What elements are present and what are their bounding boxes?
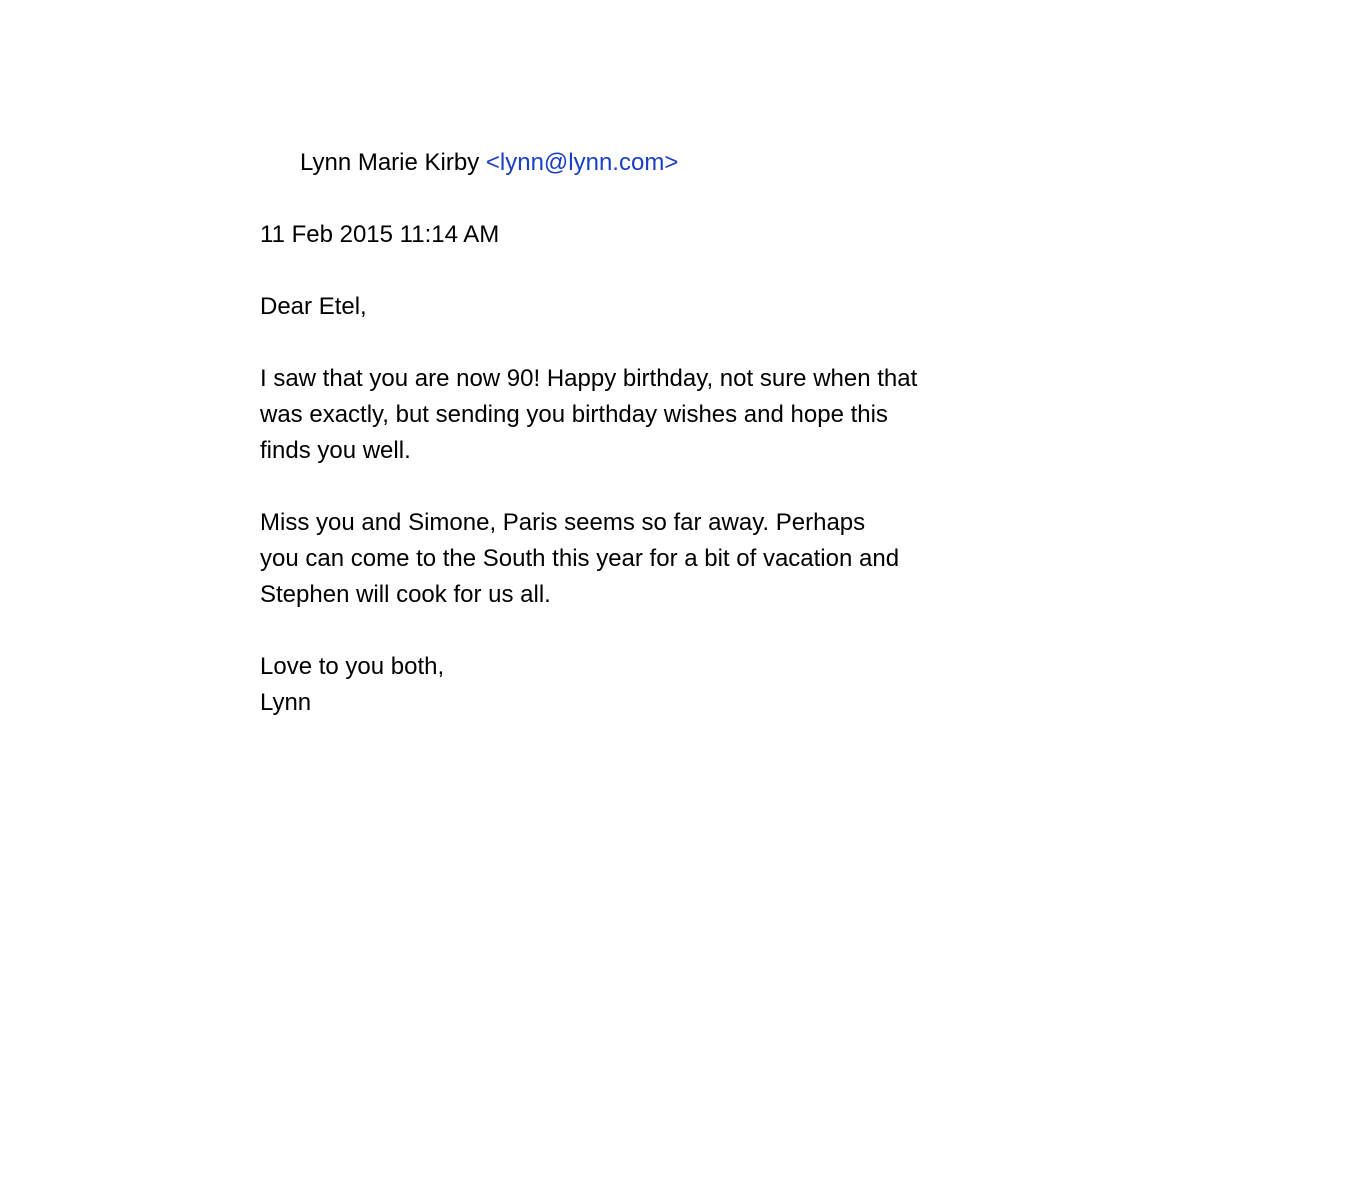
blank-line [260,613,1352,649]
greeting-line: Dear Etel, [260,293,367,320]
email-body [260,289,1352,721]
blank-line [260,253,1352,289]
body-line: finds you well. [260,437,411,464]
email-header [260,109,1352,253]
blank-line [260,469,1352,505]
signature-block [260,649,1352,721]
body-line: Stephen will cook for us all. [260,581,551,608]
sender-name: Lynn Marie Kirby [300,149,486,176]
body-paragraph [260,505,1352,613]
body-line: you can come to the South this year for a bit of vacation and [260,545,900,572]
from-line [260,109,1352,217]
body-paragraph [260,361,1352,469]
sender-email-link[interactable]: <lynn@lynn.com> [485,149,679,176]
closing-line: Love to you both, [260,653,445,680]
signature-name: Lynn [260,689,312,716]
body-line: was exactly, but sending you birthday wishes and hope this [260,401,888,428]
blank-line [260,325,1352,361]
body-line: Miss you and Simone, Paris seems so far away. Perhaps [260,509,866,536]
date-line: 11 Feb 2015 11:14 AM [260,221,500,248]
body-line: I saw that you are now 90! Happy birthday, not sure when that [260,365,918,392]
